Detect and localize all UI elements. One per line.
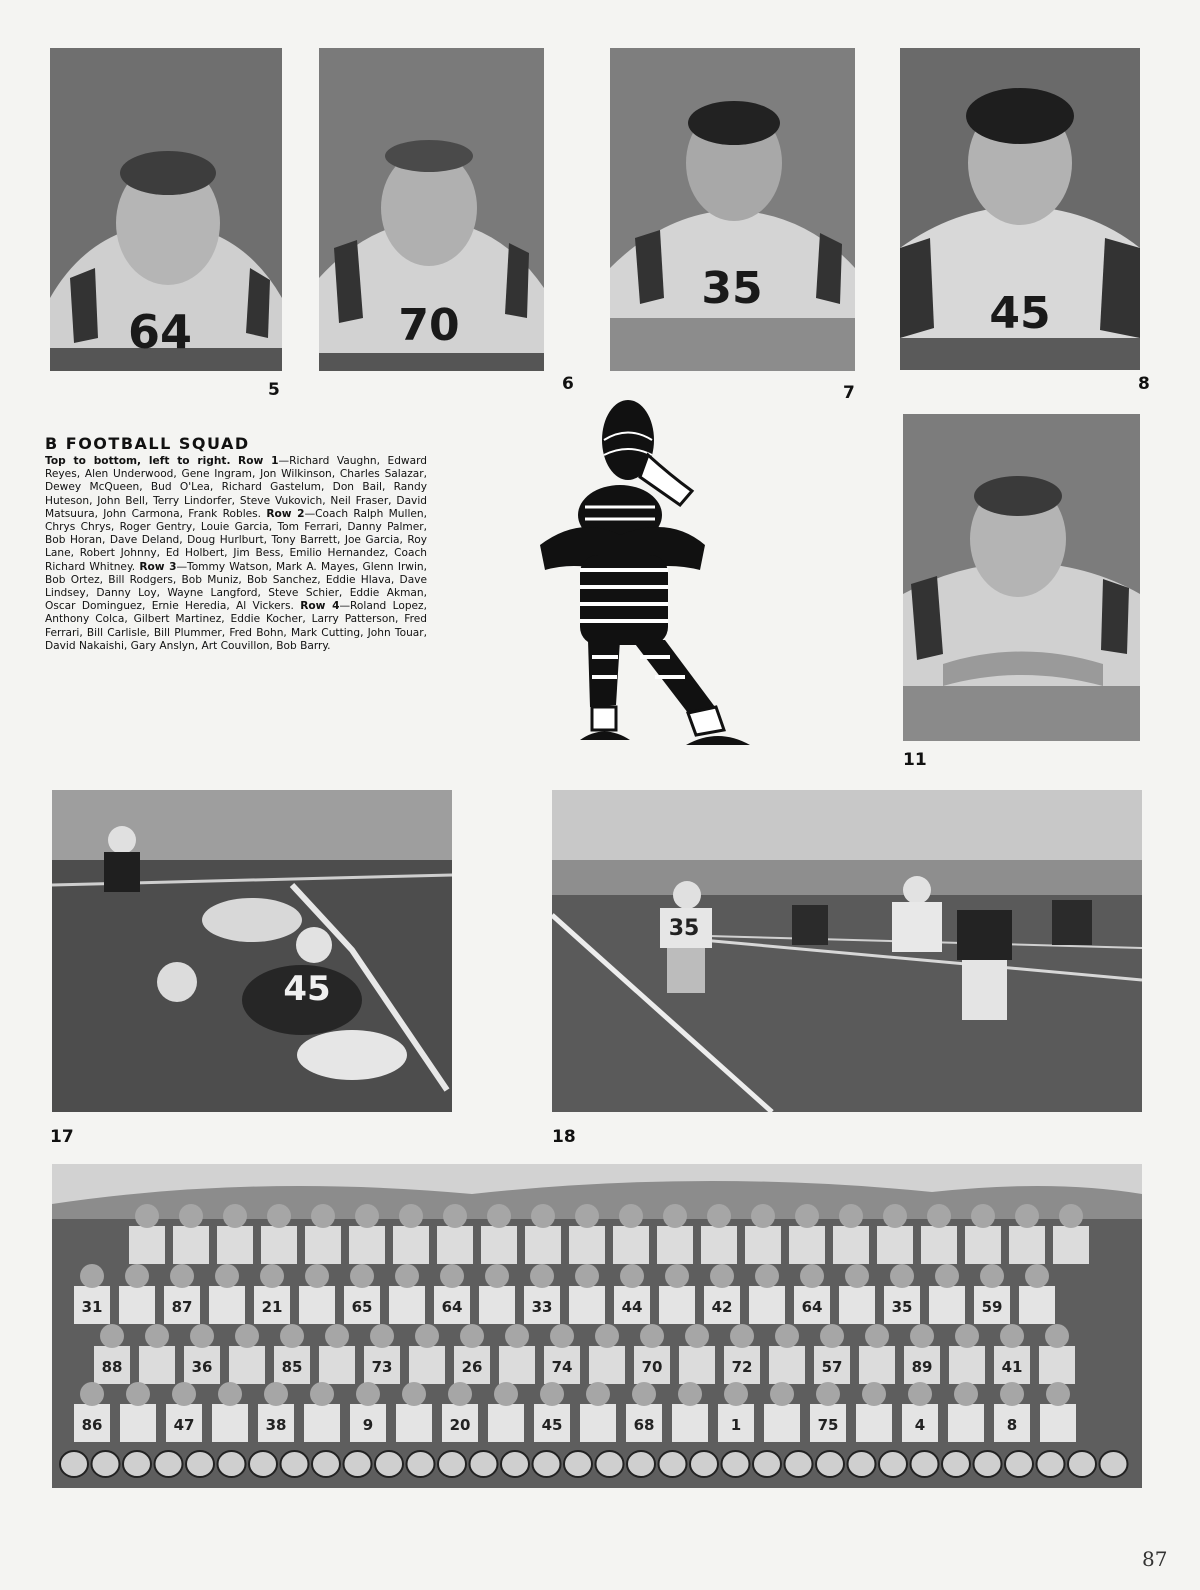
helmet [1005,1451,1033,1477]
team-jersey-number: 65 [351,1298,373,1316]
helmet [470,1451,498,1477]
player-jersey [769,1346,805,1384]
helmet [407,1451,435,1477]
team-jersey-number: 64 [801,1298,823,1316]
portrait-photo-7 [610,48,855,371]
team-jersey-number: 20 [449,1416,471,1434]
team-jersey-number: 57 [821,1358,843,1376]
helmet [218,1451,246,1477]
player-jersey [525,1226,561,1264]
player-jersey [679,1346,715,1384]
player-head [135,1204,159,1228]
photo-number-7: 7 [843,383,855,403]
team-jersey-number: 86 [81,1416,103,1434]
player-head [632,1382,656,1406]
helmet [186,1451,214,1477]
helmet [659,1451,687,1477]
player-jersey [437,1226,473,1264]
helmet [312,1451,340,1477]
team-jersey-number: 72 [731,1358,753,1376]
photo-number-5: 5 [268,380,280,400]
player-jersey [580,1404,616,1442]
team-jersey-number: 44 [621,1298,643,1316]
row4-label: Row 4 [300,600,340,613]
caption-title: B FOOTBALL SQUAD [45,434,250,453]
player-head [311,1204,335,1228]
player-jersey [657,1226,693,1264]
team-jersey-number: 41 [1001,1358,1023,1376]
helmet [123,1451,151,1477]
helmet [942,1451,970,1477]
team-jersey-number: 42 [711,1298,733,1316]
helmet [911,1451,939,1477]
player-jersey [212,1404,248,1442]
player-head [724,1382,748,1406]
helmet [627,1451,655,1477]
team-photo [52,1164,1142,1488]
helmet [1100,1451,1128,1477]
row1-label: Row 1 [238,455,279,467]
player-head [448,1382,472,1406]
row3-names: —Tommy Watson, Mark A. Mayes, Glenn Irwin, Bob Ortez, Bill Rodgers, Bob Muniz, Bob Sanchez, Eddie Hlava, Dave Lindsey, Danny Loy, Wayne Langford, Steve Schier, Eddie Akman, Oscar Dominguez, Ernie Heredia, Al Vickers. [45,560,427,613]
player-head [460,1324,484,1348]
team-jersey-number: 73 [371,1358,393,1376]
player-head [816,1382,840,1406]
helmet [60,1451,88,1477]
player-head [170,1264,194,1288]
player-head [575,1264,599,1288]
player-jersey [1019,1286,1055,1324]
player-head [126,1382,150,1406]
helmet [564,1451,592,1477]
player-jersey [569,1286,605,1324]
player-head [1025,1264,1049,1288]
football-player-cartoon [520,395,770,770]
helmet [974,1451,1002,1477]
helmet [596,1451,624,1477]
helmet [155,1451,183,1477]
player-head [125,1264,149,1288]
helmet [375,1451,403,1477]
player-head [820,1324,844,1348]
player-jersey [209,1286,245,1324]
player-head [955,1324,979,1348]
player-jersey [1053,1226,1089,1264]
player-jersey [965,1226,1001,1264]
player-jersey [119,1286,155,1324]
player-head [935,1264,959,1288]
player-head [800,1264,824,1288]
player-head [1059,1204,1083,1228]
player-jersey [488,1404,524,1442]
player-head [264,1382,288,1406]
player-head [179,1204,203,1228]
player-jersey [319,1346,355,1384]
player-head [494,1382,518,1406]
player-head [235,1324,259,1348]
player-head [550,1324,574,1348]
player-head [795,1204,819,1228]
row2-label: Row 2 [266,507,305,520]
player-head [485,1264,509,1288]
player-head [971,1204,995,1228]
player-jersey [839,1286,875,1324]
player-jersey [304,1404,340,1442]
player-head [280,1324,304,1348]
player-jersey [396,1404,432,1442]
player-jersey [389,1286,425,1324]
player-head [927,1204,951,1228]
team-jersey-number: 87 [171,1298,193,1316]
helmet [249,1451,277,1477]
helmet [690,1451,718,1477]
player-head [619,1204,643,1228]
player-head [356,1382,380,1406]
portrait-photo-8 [900,48,1140,370]
team-jersey-number: 64 [441,1298,463,1316]
action-photo-17 [52,790,452,1112]
player-head [954,1382,978,1406]
player-head [218,1382,242,1406]
helmet [722,1451,750,1477]
player-head [586,1382,610,1406]
player-head [172,1382,196,1406]
player-head [865,1324,889,1348]
helmet [344,1451,372,1477]
player-jersey [859,1346,895,1384]
jersey-number: 64 [127,305,193,359]
player-jersey [764,1404,800,1442]
player-head [751,1204,775,1228]
player-jersey [139,1346,175,1384]
player-jersey [701,1226,737,1264]
player-head [531,1204,555,1228]
team-jersey-number: 74 [551,1358,573,1376]
player-head [678,1382,702,1406]
photo-number-18: 18 [552,1127,576,1147]
team-jersey-number: 89 [911,1358,933,1376]
player-head [710,1264,734,1288]
player-head [350,1264,374,1288]
player-jersey [856,1404,892,1442]
team-jersey-number: 88 [101,1358,123,1376]
player-head [80,1382,104,1406]
team-jersey-number: 8 [1006,1416,1018,1434]
player-head [770,1382,794,1406]
player-head [755,1264,779,1288]
player-jersey [305,1226,341,1264]
page-number: 87 [1142,1547,1168,1571]
row2-names: —Coach Ralph Mullen, Chrys Chrys, Roger Gentry, Louie Garcia, Tom Ferrari, Danny Palmer, Bob Horan, Dave Deland, Doug Hurlburt, Tony Barrett, Joe Garcia, Roy Lane, Robert Johnny, Ed Holbert, Jim Bess, Emilio Hernandez, Coach Richard Whitney. [45,507,427,573]
player-head [1015,1204,1039,1228]
player-head [355,1204,379,1228]
player-head [80,1264,104,1288]
player-head [1000,1324,1024,1348]
team-jersey-number: 31 [81,1298,103,1316]
player-head [665,1264,689,1288]
player-head [415,1324,439,1348]
player-head [395,1264,419,1288]
team-jersey-number: 70 [641,1358,663,1376]
player-head [595,1324,619,1348]
team-jersey-number: 38 [265,1416,287,1434]
team-jersey-number: 33 [531,1298,553,1316]
player-head [530,1264,554,1288]
helmet [438,1451,466,1477]
player-head [267,1204,291,1228]
photo-number-8: 8 [1138,374,1150,394]
row4-names: —Roland Lopez, Anthony Colca, Gilbert Martinez, Eddie Kocher, Larry Patterson, Fred Ferrari, Bill Carlisle, Bill Plummer, Fred Bohn, Mark Cutting, John Touar, David Nakaishi, Gary Anslyn, Art Couvillon, Bob Barry. [45,600,427,652]
player-head [443,1204,467,1228]
player-jersey [659,1286,695,1324]
player-head [440,1264,464,1288]
player-head [310,1382,334,1406]
player-jersey [1039,1346,1075,1384]
player-head [980,1264,1004,1288]
player-jersey [481,1226,517,1264]
player-head [890,1264,914,1288]
player-head [730,1324,754,1348]
team-jersey-number: 36 [191,1358,213,1376]
photo-number-11: 11 [903,750,927,770]
player-jersey [949,1346,985,1384]
player-head [620,1264,644,1288]
player-head [402,1382,426,1406]
team-jersey-number: 75 [817,1416,839,1434]
helmet [785,1451,813,1477]
player-jersey [589,1346,625,1384]
jersey-number: 35 [701,263,763,314]
player-jersey [672,1404,708,1442]
player-head [663,1204,687,1228]
player-head [575,1204,599,1228]
player-jersey [261,1226,297,1264]
helmet [1037,1451,1065,1477]
player-jersey [749,1286,785,1324]
helmet [92,1451,120,1477]
player-head [215,1264,239,1288]
player-jersey [173,1226,209,1264]
player-head [190,1324,214,1348]
player-jersey [349,1226,385,1264]
helmet [879,1451,907,1477]
jersey-number: 35 [668,916,700,941]
player-head [910,1324,934,1348]
player-jersey [929,1286,965,1324]
player-head [325,1324,349,1348]
player-jersey [479,1286,515,1324]
player-jersey [569,1226,605,1264]
helmet [848,1451,876,1477]
player-jersey [1009,1226,1045,1264]
player-head [399,1204,423,1228]
helmet [533,1451,561,1477]
team-jersey-number: 59 [981,1298,1003,1316]
player-head [540,1382,564,1406]
player-jersey [393,1226,429,1264]
player-jersey [789,1226,825,1264]
player-jersey [409,1346,445,1384]
team-jersey-number: 85 [281,1358,303,1376]
player-jersey [1040,1404,1076,1442]
helmet [753,1451,781,1477]
player-head [100,1324,124,1348]
player-head [505,1324,529,1348]
player-jersey [613,1226,649,1264]
photo-number-17: 17 [50,1127,74,1147]
caption-body [45,455,427,653]
helmet [1068,1451,1096,1477]
team-jersey-number: 45 [541,1416,563,1434]
player-jersey [129,1226,165,1264]
portrait-photo-11 [903,414,1140,741]
jersey-number: 45 [989,288,1051,339]
player-jersey [877,1226,913,1264]
player-jersey [921,1226,957,1264]
portrait-photo-5 [50,48,282,371]
player-head [839,1204,863,1228]
player-head [640,1324,664,1348]
player-head [845,1264,869,1288]
player-jersey [229,1346,265,1384]
player-head [305,1264,329,1288]
player-head [883,1204,907,1228]
team-jersey-number: 47 [173,1416,195,1434]
player-jersey [833,1226,869,1264]
player-head [260,1264,284,1288]
helmet [816,1451,844,1477]
team-jersey-number: 9 [362,1416,374,1434]
player-head [223,1204,247,1228]
team-jersey-number: 35 [891,1298,913,1316]
player-head [145,1324,169,1348]
row3-label: Row 3 [139,560,177,573]
player-head [1045,1324,1069,1348]
action-photo-18 [552,790,1142,1112]
player-head [1046,1382,1070,1406]
player-jersey [499,1346,535,1384]
portrait-photo-6 [319,48,544,371]
team-jersey-number: 68 [633,1416,655,1434]
jersey-number: 70 [398,300,460,351]
photo-number-6: 6 [562,374,574,394]
player-jersey [217,1226,253,1264]
player-head [908,1382,932,1406]
player-jersey [745,1226,781,1264]
player-head [685,1324,709,1348]
player-head [707,1204,731,1228]
team-jersey-number: 26 [461,1358,483,1376]
player-head [487,1204,511,1228]
player-jersey [299,1286,335,1324]
team-jersey-number: 4 [914,1416,926,1434]
player-head [862,1382,886,1406]
player-head [370,1324,394,1348]
helmet [281,1451,309,1477]
helmet [501,1451,529,1477]
player-head [1000,1382,1024,1406]
row1-names: —Richard Vaughn, Edward Reyes, Alen Underwood, Gene Ingram, Jon Wilkinson, Charles Salazar, Dewey McQueen, Bud O'Lea, Richard Gastelum, Don Bail, Randy Huteson, John Bell, Terry Lindorfer, Steve Vukovich, Neil Fraser, David Matsuura, John Carmona, Frank Robles. [45,455,427,520]
caption-lead: Top to bottom, left to right. [45,455,231,467]
player-jersey [120,1404,156,1442]
player-head [775,1324,799,1348]
team-jersey-number: 1 [730,1416,742,1434]
team-jersey-number: 21 [261,1298,283,1316]
player-jersey [948,1404,984,1442]
jersey-number: 45 [283,969,331,1009]
